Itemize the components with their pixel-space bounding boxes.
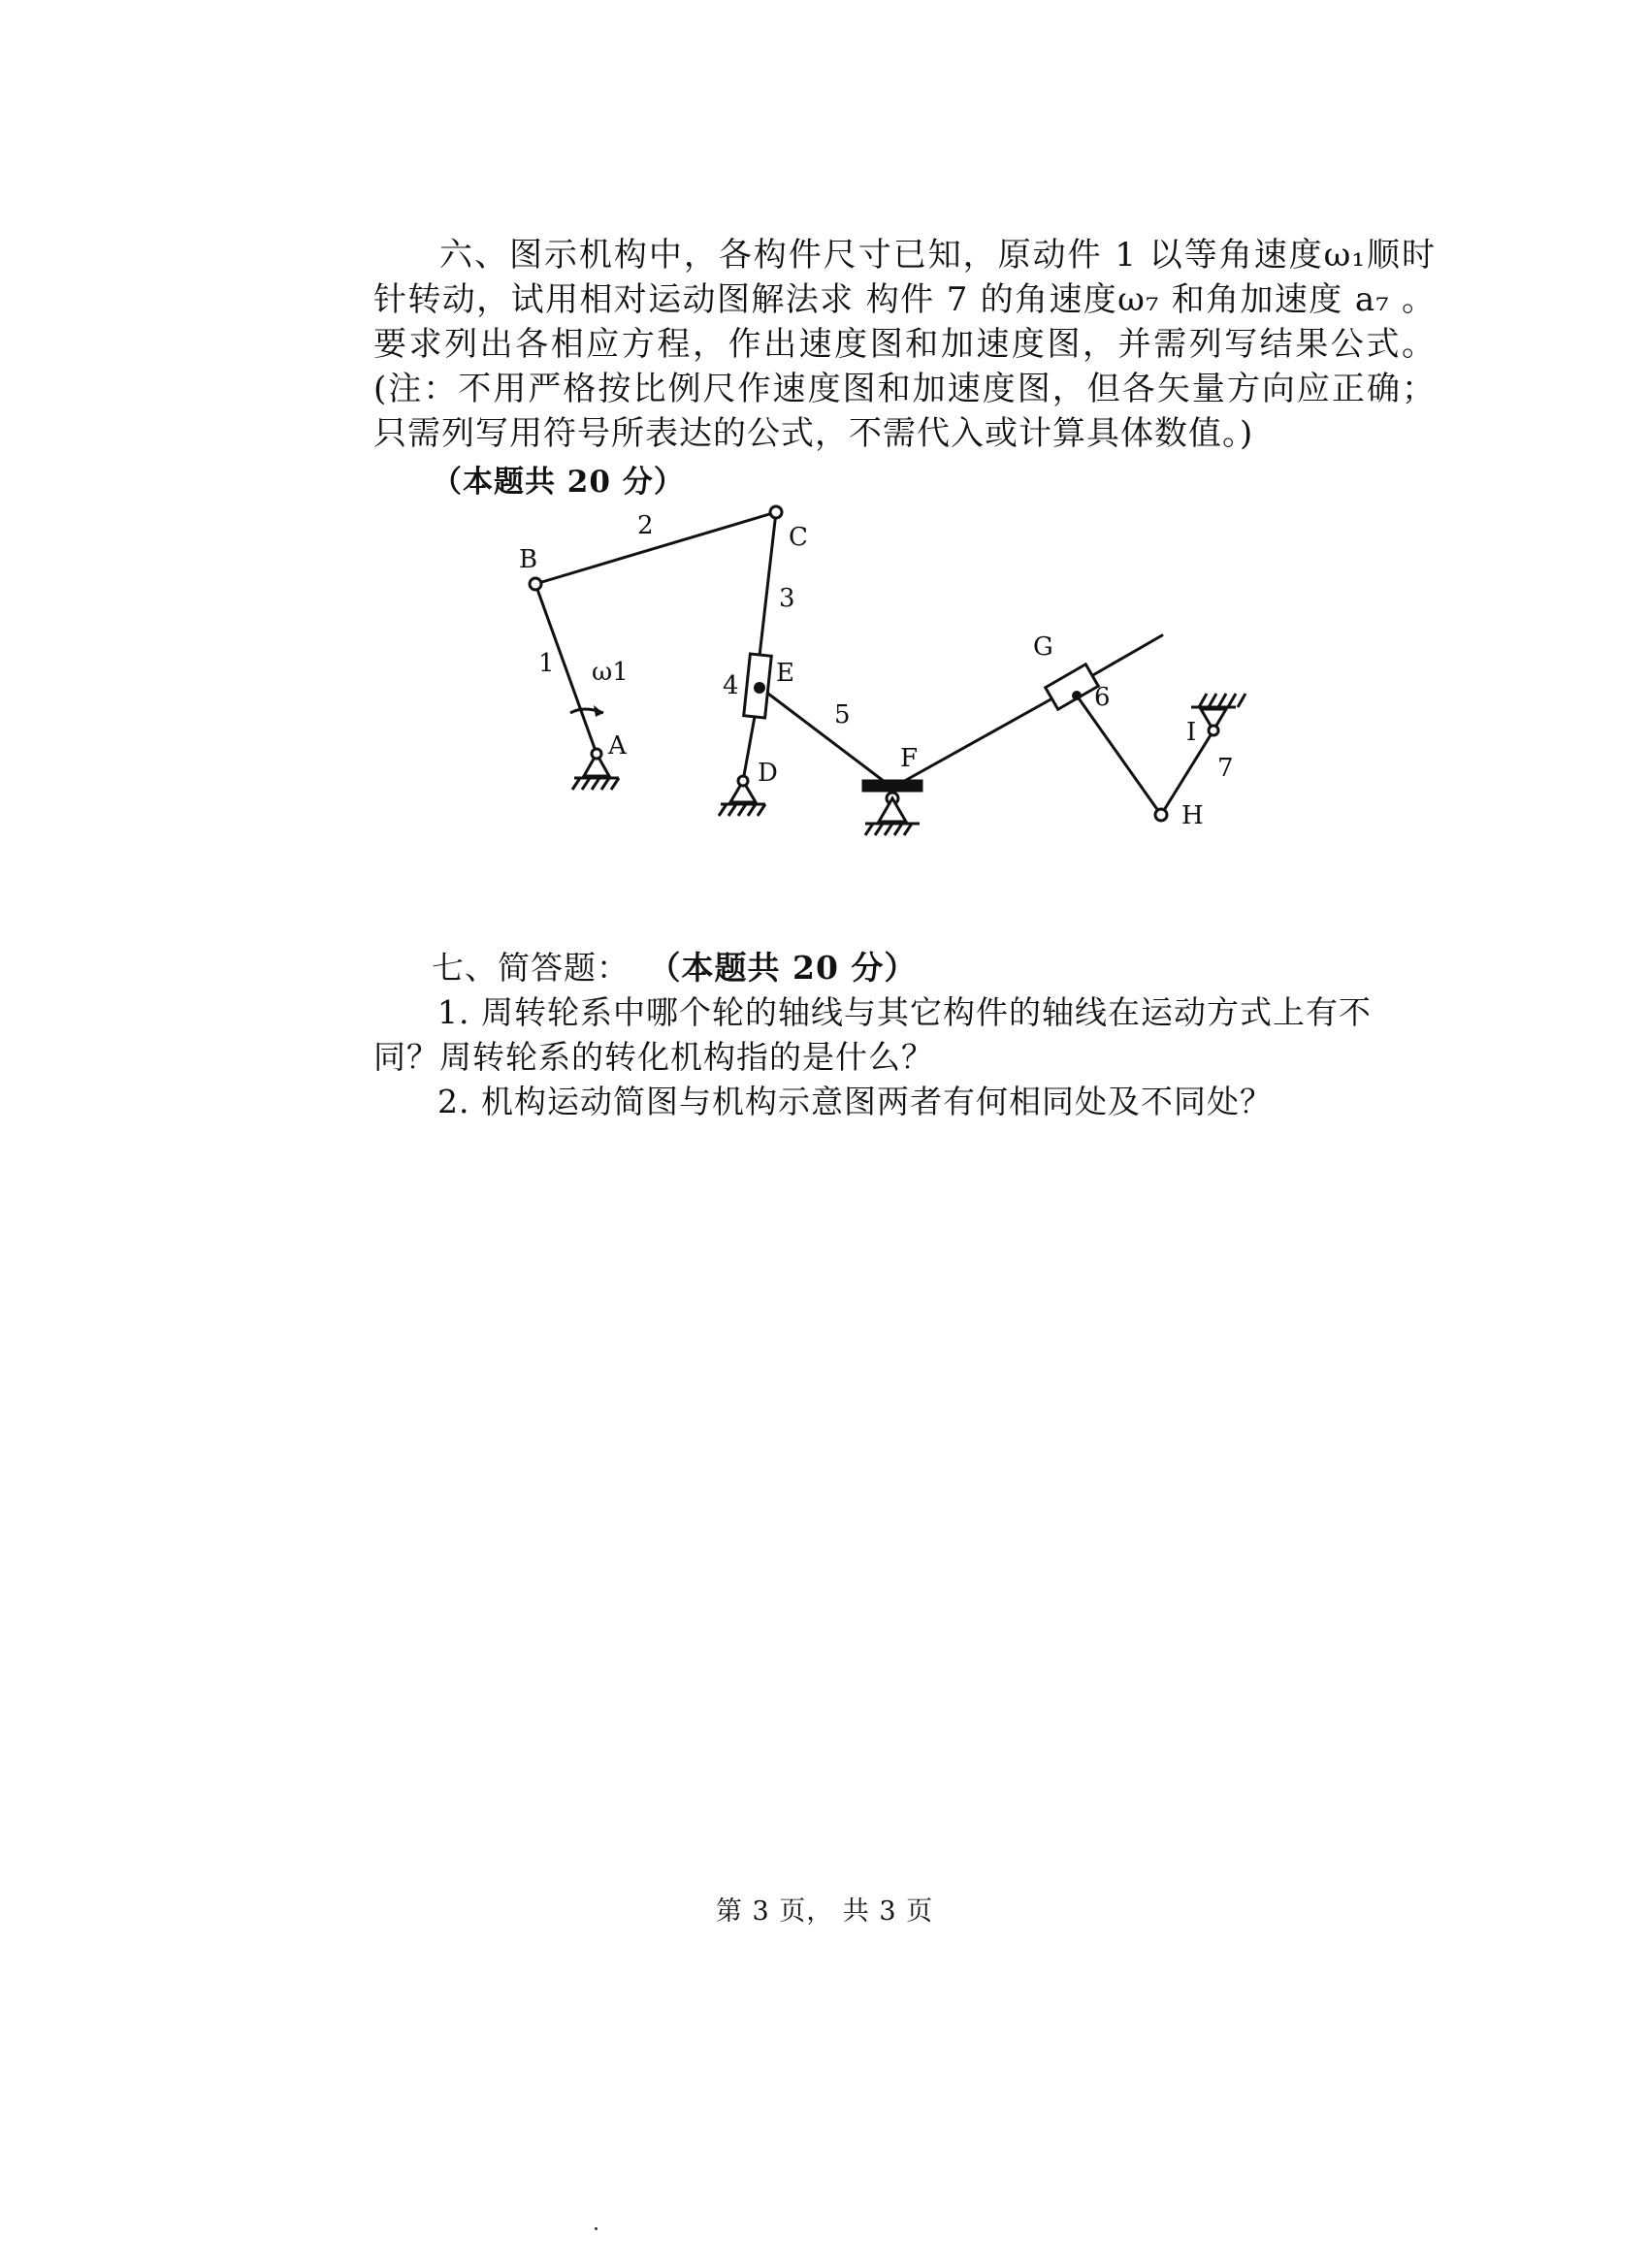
slider-4: [744, 654, 772, 718]
label-link-4: 4: [723, 671, 739, 700]
label-link-3: 3: [779, 584, 795, 613]
link-6: [1077, 696, 1161, 815]
question-7-title: 七、简答题：: [432, 949, 630, 987]
link-2: [535, 512, 776, 584]
question-7: [373, 946, 1436, 1124]
question-7-item-2: 2. 机构运动简图与机构示意图两者有何相同处及不同处？: [437, 1083, 1273, 1120]
label-omega-1: ω1: [592, 658, 629, 687]
label-d: D: [758, 759, 778, 788]
joint-c: [770, 506, 782, 518]
question-7-score: （本题共 20 分）: [664, 949, 918, 987]
question-7-item-1: 1. 周转轮系中哪个轮的轴线与其它构件的轴线在运动方式上有不同？周转轮系的转化机构指的是什么？: [373, 993, 1372, 1076]
link-5-right: [892, 698, 1052, 788]
link-4-rod: [743, 711, 756, 781]
label-a: A: [608, 731, 627, 761]
ground-i: [1191, 694, 1245, 735]
label-i: I: [1186, 718, 1197, 747]
link-5-extension: [1091, 635, 1162, 676]
label-b: B: [519, 545, 538, 574]
page-footer: 第 3 页， 共 3 页: [715, 1896, 934, 1927]
scan-speck: [595, 2227, 598, 2230]
label-h: H: [1181, 801, 1204, 830]
label-link-5: 5: [834, 700, 851, 729]
question-7-header: [432, 946, 1436, 990]
question-6-score: （本题共 20 分）: [432, 465, 685, 500]
label-c: C: [789, 523, 808, 552]
mechanism-diagram: [514, 490, 1319, 859]
joint-b: [530, 578, 541, 590]
joint-g-pin: [1072, 691, 1082, 700]
link-5-left: [764, 691, 892, 788]
label-link-2: 2: [637, 511, 654, 540]
question-6: [373, 233, 1436, 504]
label-f: F: [900, 744, 919, 773]
question-6-text: 六、图示机构中，各构件尺寸已知，原动件 1 以等角速度ω₁顺时针转动，试用相对运动图解法求 构件 7 的角速度ω₇ 和角加速度 a₇ 。要求列出各相应方程，作出速度图和加速度图，并需列写结果公式。(注：不用严格按比例尺作速度图和加速度图，但各矢量方向应正确；只需列写用符号所表达的公式，不需代入或计算具体数值。): [373, 236, 1436, 453]
label-e: E: [776, 659, 794, 688]
label-g: G: [1033, 632, 1053, 662]
label-link-1: 1: [538, 649, 555, 678]
slider-6: [1046, 664, 1099, 710]
ground-f: [863, 781, 922, 835]
label-link-6: 6: [1094, 683, 1111, 712]
link-3: [759, 512, 776, 664]
joint-h: [1155, 809, 1167, 821]
label-link-7: 7: [1217, 754, 1234, 783]
